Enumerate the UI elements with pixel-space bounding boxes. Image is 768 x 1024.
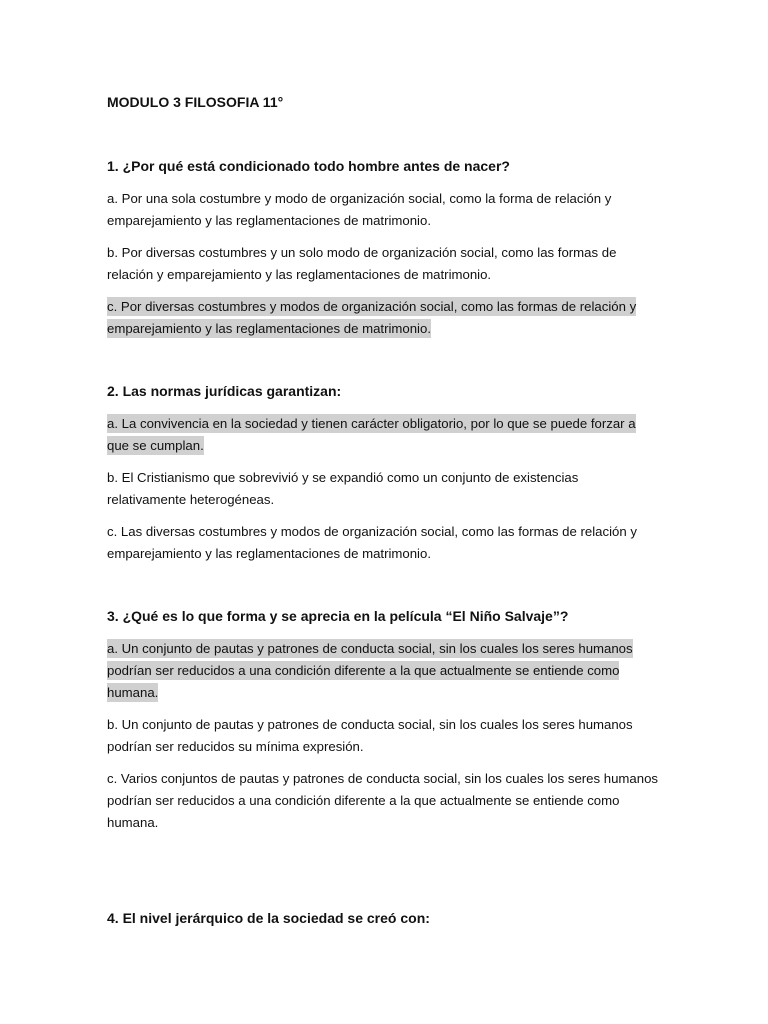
answer-option-c	[107, 768, 659, 834]
answer-option-c	[107, 521, 659, 565]
question-heading: 2. Las normas jurídicas garantizan:	[107, 383, 342, 399]
answer-option-text: b. Por diversas costumbres y un solo modo de organización social, como las formas de relación y emparejamiento y las reglamentaciones de matrimonio.	[107, 245, 617, 282]
question-heading: 4. El nivel jerárquico de la sociedad se creó con:	[107, 910, 430, 926]
answer-option-text: c. Varios conjuntos de pautas y patrones de conducta social, sin los cuales los seres humanos podrían ser reducidos a una condición diferente a la que actualmente se entiende como humana.	[107, 771, 659, 830]
answer-option-c	[107, 296, 659, 340]
question-2	[107, 381, 659, 565]
question-heading: 3. ¿Qué es lo que forma y se aprecia en la película “El Niño Salvaje”?	[107, 608, 569, 624]
answer-option-text: c. Por diversas costumbres y modos de organización social, como las formas de relación y emparejamiento y las reglamentaciones de matrimonio.	[107, 299, 637, 336]
answer-option-b	[107, 242, 659, 286]
question-4	[107, 908, 659, 928]
answer-option-b	[107, 467, 659, 511]
answer-option-a	[107, 413, 659, 457]
question-heading: 1. ¿Por qué está condicionado todo hombre antes de nacer?	[107, 158, 510, 174]
answer-option-text: a. Por una sola costumbre y modo de organización social, como la forma de relación y emparejamiento y las reglamentaciones de matrimonio.	[107, 191, 612, 228]
answer-option-b	[107, 714, 659, 758]
question-1	[107, 156, 659, 340]
document-title: MODULO 3 FILOSOFIA 11°	[107, 94, 284, 110]
answer-option-a	[107, 188, 659, 232]
answer-option-text: b. El Cristianismo que sobrevivió y se expandió como un conjunto de existencias relativamente heterogéneas.	[107, 470, 579, 507]
answer-option-text: a. La convivencia en la sociedad y tienen carácter obligatorio, por lo que se puede forzar a que se cumplan.	[107, 416, 636, 453]
answer-option-text: b. Un conjunto de pautas y patrones de conducta social, sin los cuales los seres humanos podrían ser reducidos su mínima expresión.	[107, 717, 633, 754]
answer-option-text: c. Las diversas costumbres y modos de organización social, como las formas de relación y emparejamiento y las reglamentaciones de matrimonio.	[107, 524, 637, 561]
question-3	[107, 606, 659, 834]
answer-option-text: a. Un conjunto de pautas y patrones de conducta social, sin los cuales los seres humanos podrían ser reducidos a una condición diferente a la que actualmente se entiende como humana.	[107, 641, 633, 700]
answer-option-a	[107, 638, 659, 704]
